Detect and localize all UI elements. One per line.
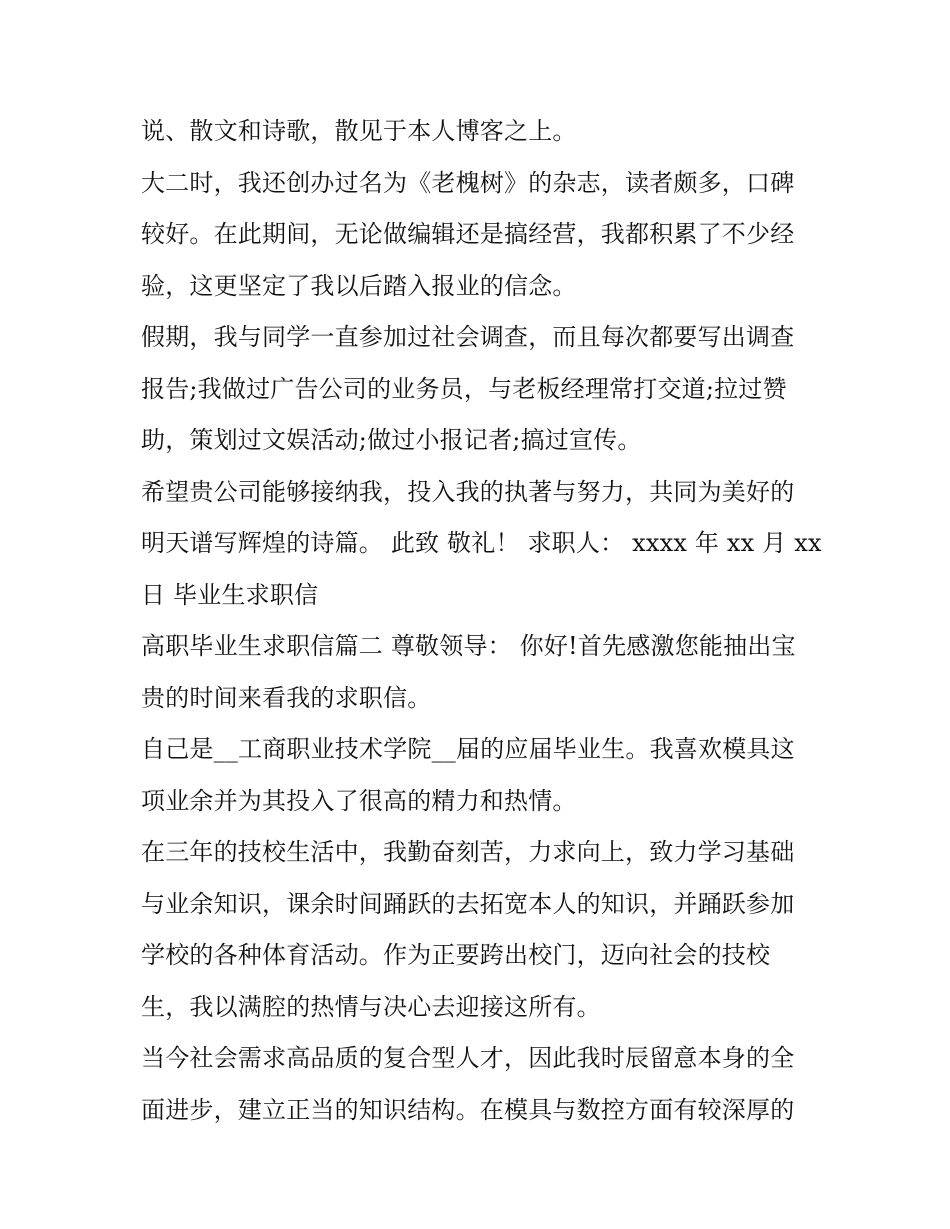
text-line: 假期，我与同学一直参加过社会调查，而且每次都要写出调查 bbox=[141, 323, 795, 351]
text-line: 明天谱写辉煌的诗篇。 此致 敬礼！ 求职人： xxxx 年 xx 月 xx bbox=[141, 529, 822, 557]
text-line: 与业余知识，课余时间踊跃的去拓宽本人的知识，并踊跃参加 bbox=[141, 889, 795, 918]
text-line: 项业余并为其投入了很高的精力和热情。 bbox=[141, 786, 577, 815]
text-line: 日 毕业生求职信 bbox=[141, 580, 319, 609]
text-line: 验，这更坚定了我以后踏入报业的信念。 bbox=[141, 271, 577, 300]
text-line: 高职毕业生求职信篇二 尊敬领导： 你好!首先感激您能抽出宝 bbox=[141, 632, 796, 660]
text-line: 助，策划过文娱活动;做过小报记者;搞过宣传。 bbox=[141, 426, 642, 454]
text-line: 说、散文和诗歌，散见于本人博客之上。 bbox=[141, 117, 577, 145]
text-line: 生，我以满腔的热情与决心去迎接这所有。 bbox=[141, 992, 601, 1021]
document-body bbox=[141, 106, 822, 1136]
text-line: 面进步，建立正当的知识结构。在模具与数控方面有较深厚的 bbox=[141, 1095, 795, 1124]
text-line: 当今社会需求高品质的复合型人才，因此我时辰留意本身的全 bbox=[141, 1044, 795, 1072]
text-line: 较好。在此期间，无论做编辑还是搞经营，我都积累了不少经 bbox=[141, 220, 795, 248]
text-line: 学校的各种体育活动。作为正要跨出校门，迈向社会的技校 bbox=[141, 941, 771, 969]
text-line: 自己是__工商职业技术学院__届的应届毕业生。我喜欢模具这 bbox=[141, 735, 795, 763]
text-line: 希望贵公司能够接纳我，投入我的执著与努力，共同为美好的 bbox=[141, 477, 795, 506]
text-line: 在三年的技校生活中，我勤奋刻苦，力求向上，致力学习基础 bbox=[141, 838, 795, 866]
text-line: 贵的时间来看我的求职信。 bbox=[141, 683, 432, 712]
text-line: 大二时，我还创办过名为《老槐树》的杂志，读者颇多，口碑 bbox=[141, 168, 795, 197]
text-line: 报告;我做过广告公司的业务员，与老板经理常打交道;拉过赞 bbox=[141, 374, 787, 403]
